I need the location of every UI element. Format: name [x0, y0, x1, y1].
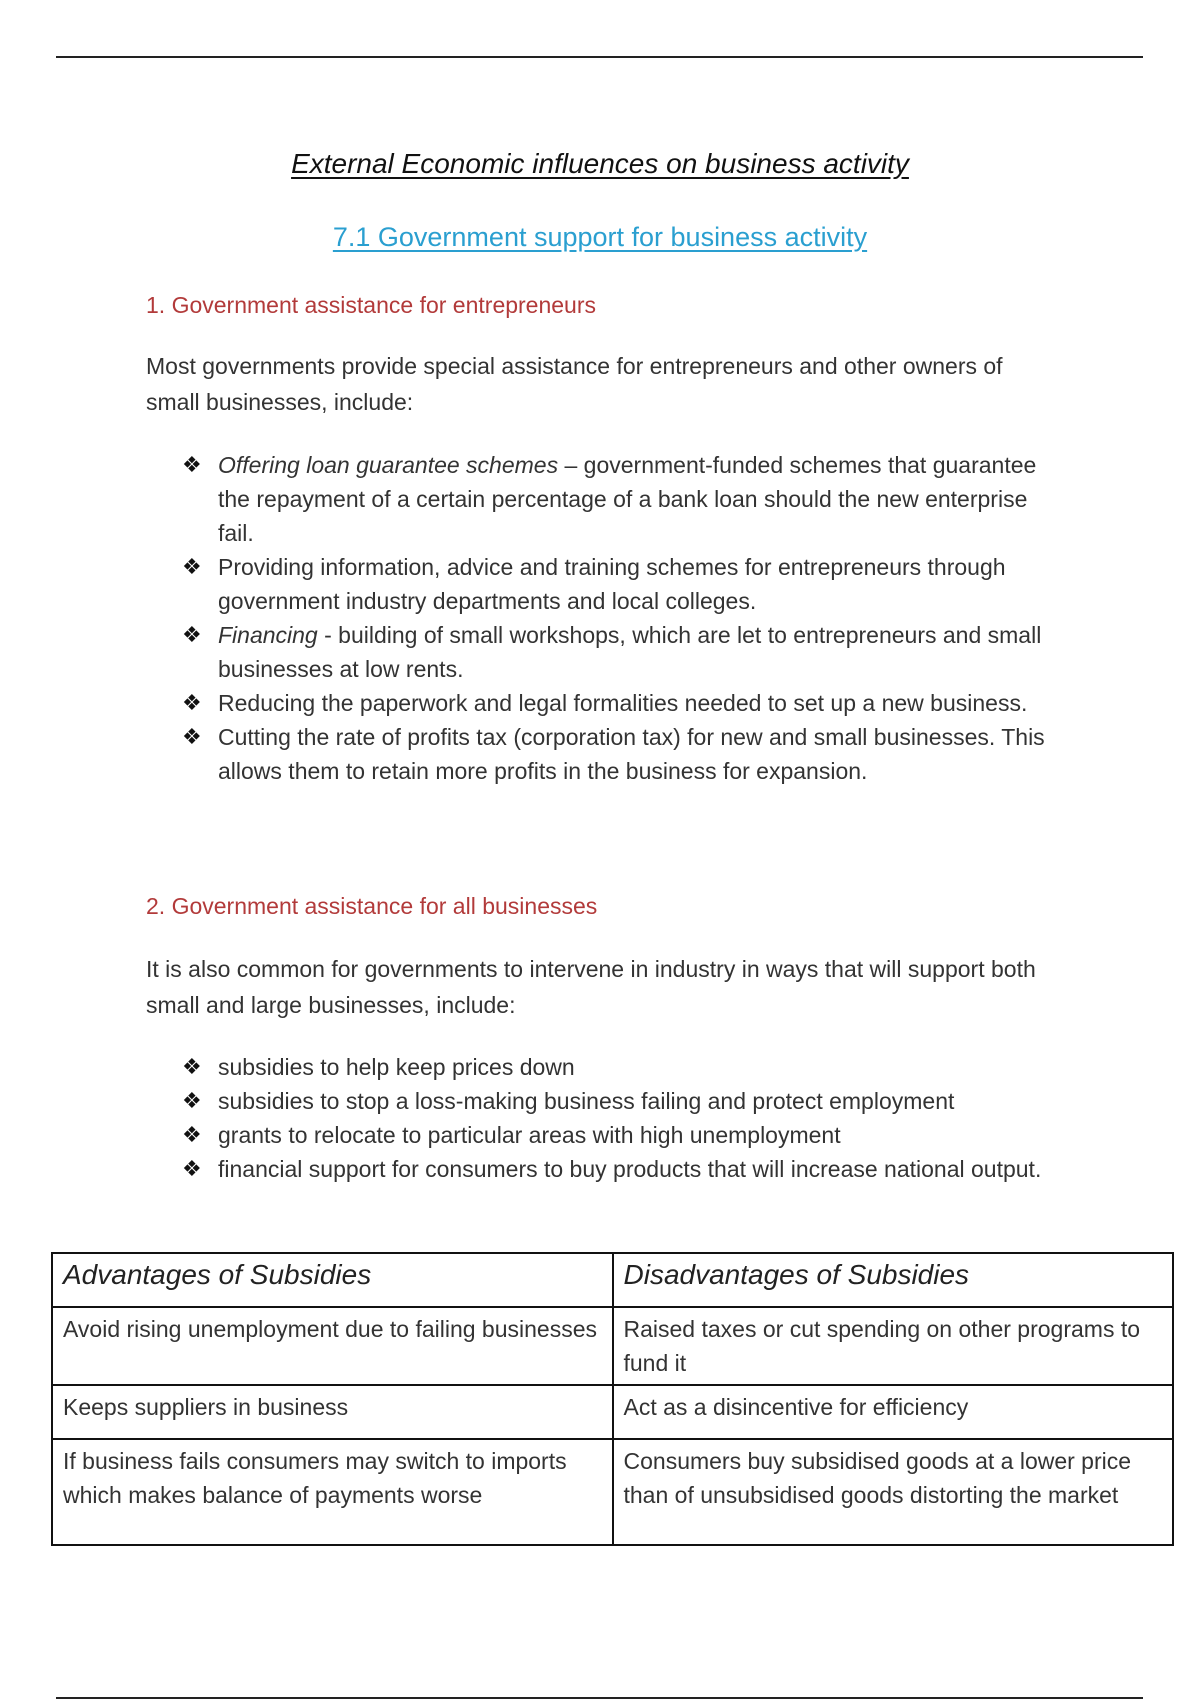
- table-cell: Keeps suppliers in business: [52, 1385, 613, 1439]
- section-subtitle-link[interactable]: [0, 222, 1200, 253]
- bullet-text: Providing information, advice and training schemes for entrepreneurs through government industry departments and local colleges.: [218, 554, 1006, 614]
- bullet-icon: ❖: [182, 1054, 202, 1079]
- table-cell: If business fails consumers may switch to imports which makes balance of payments worse: [52, 1439, 613, 1545]
- bullet-icon: ❖: [182, 554, 202, 579]
- list-item: [0, 448, 1048, 550]
- section-subtitle-text: 7.1 Government support for business activity: [332, 222, 868, 252]
- section1-heading: 1. Government assistance for entrepreneurs: [146, 292, 597, 318]
- bullet-lead: Offering loan guarantee schemes: [218, 452, 559, 478]
- table-header-row: [52, 1253, 1173, 1307]
- list-item: [0, 550, 1048, 618]
- list-item: [0, 1050, 1048, 1084]
- table-row: [52, 1307, 1173, 1385]
- bullet-icon: ❖: [182, 1088, 202, 1113]
- bullet-text: - building of small workshops, which are let to entrepreneurs and small businesses at low rents.: [218, 622, 1042, 682]
- table-cell: Consumers buy subsidised goods at a lower price than of unsubsidised goods distorting the market: [613, 1439, 1174, 1545]
- section2-intro: It is also common for governments to intervene in industry in ways that will support both small and large businesses, include:: [146, 956, 1036, 1018]
- list-item: [0, 1084, 1048, 1118]
- page-title-text: External Economic influences on business activity: [291, 148, 909, 179]
- section1-intro: Most governments provide special assistance for entrepreneurs and other owners of small businesses, include:: [146, 353, 1003, 415]
- bullet-icon: ❖: [182, 622, 202, 647]
- bullet-text: subsidies to stop a loss-making business failing and protect employment: [218, 1088, 955, 1114]
- footer-rule: [56, 1697, 1143, 1699]
- disadvantages-header: Disadvantages of Subsidies: [613, 1253, 1174, 1307]
- bullet-lead: Financing: [218, 622, 318, 648]
- header-rule: [56, 56, 1143, 58]
- section1-bullet-list: [0, 448, 1200, 788]
- section2-heading: 2. Government assistance for all businesses: [146, 893, 598, 919]
- list-item: [0, 686, 1048, 720]
- table-cell: Act as a disincentive for efficiency: [613, 1385, 1174, 1439]
- list-item: [0, 618, 1048, 686]
- bullet-icon: ❖: [182, 452, 202, 477]
- bullet-text: financial support for consumers to buy products that will increase national output.: [218, 1156, 1042, 1182]
- table-row: [52, 1385, 1173, 1439]
- list-item: [0, 1118, 1048, 1152]
- table-row: [52, 1439, 1173, 1545]
- bullet-icon: ❖: [182, 1122, 202, 1147]
- bullet-icon: ❖: [182, 690, 202, 715]
- bullet-text: Reducing the paperwork and legal formalities needed to set up a new business.: [218, 690, 1028, 716]
- bullet-text: grants to relocate to particular areas with high unemployment: [218, 1122, 841, 1148]
- table-cell: Avoid rising unemployment due to failing businesses: [52, 1307, 613, 1385]
- page-title: [0, 148, 1200, 180]
- bullet-text: Cutting the rate of profits tax (corporation tax) for new and small businesses. This allows them to retain more profits in the business for expansion.: [218, 724, 1045, 784]
- bullet-icon: ❖: [182, 1156, 202, 1181]
- subsidies-table: [51, 1252, 1174, 1546]
- advantages-header: Advantages of Subsidies: [52, 1253, 613, 1307]
- bullet-text: – government-funded schemes that guarantee the repayment of a certain percentage of a bank loan should the new enterprise fail.: [218, 452, 1037, 546]
- list-item: [0, 1152, 1048, 1186]
- list-item: [0, 720, 1048, 788]
- bullet-icon: ❖: [182, 724, 202, 749]
- bullet-text: subsidies to help keep prices down: [218, 1054, 575, 1080]
- table-cell: Raised taxes or cut spending on other programs to fund it: [613, 1307, 1174, 1385]
- section2-bullet-list: [0, 1050, 1200, 1186]
